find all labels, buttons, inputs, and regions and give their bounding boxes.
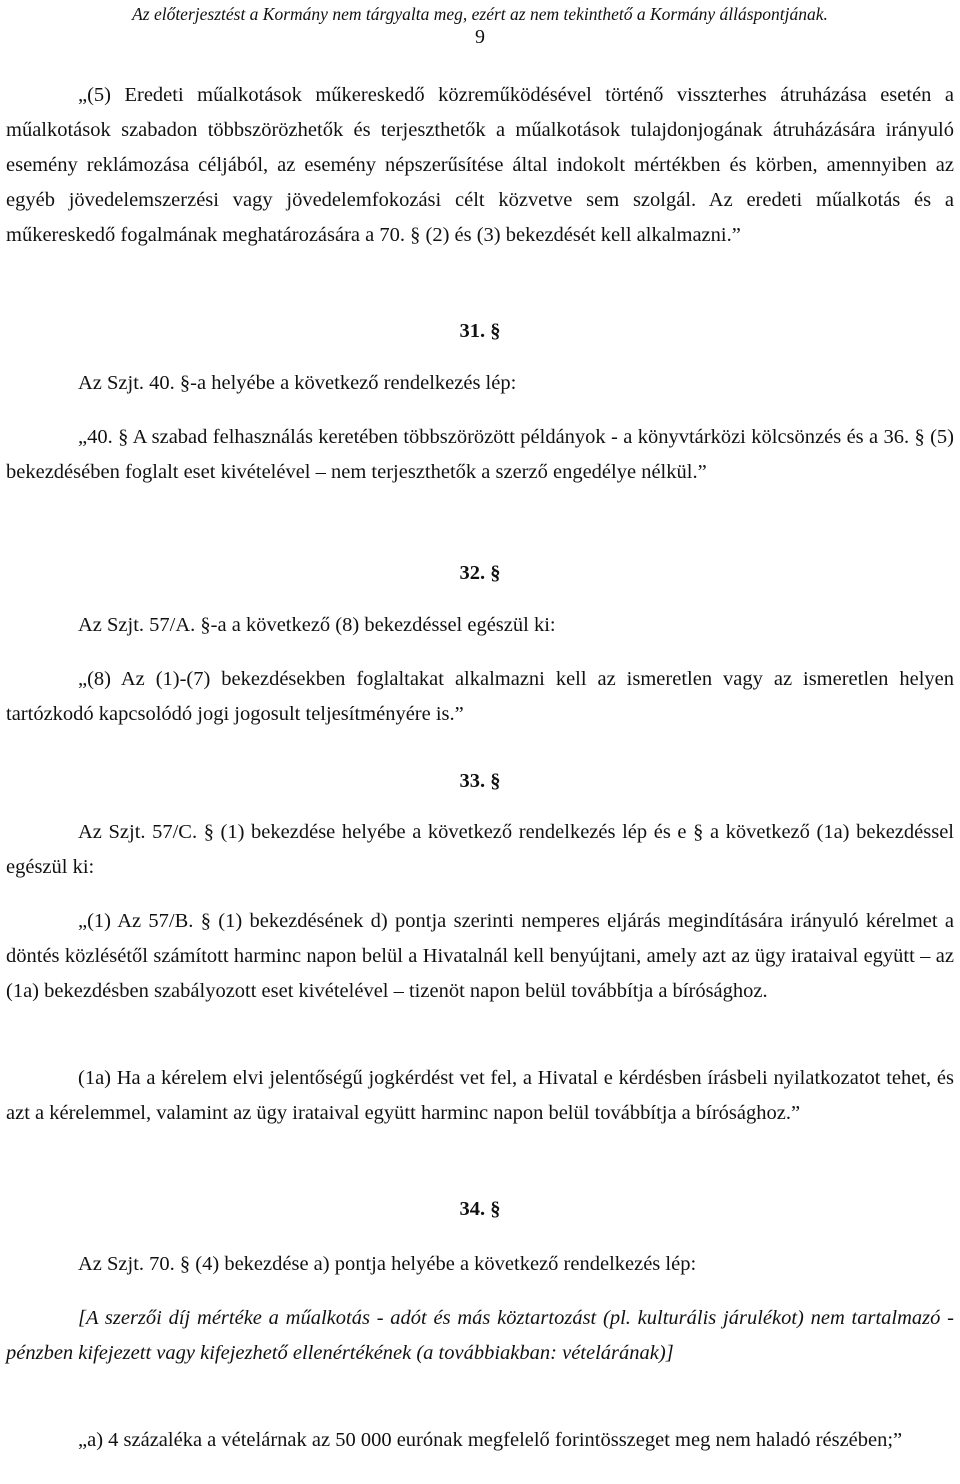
section-34-bracketed-context: [A szerzői díj mértéke a műalkotás - adót és más köztartozást (pl. kulturális járulékot) nem tartalmazó - pénzben kifejezett vagy kifejezhető ellenértékének (a továbbiakban: vételárának)] [6,1307,954,1364]
page-header-disclaimer: Az előterjesztést a Kormány nem tárgyalta meg, ezért az nem tekinthető a Kormány álláspontjának. [132,4,828,24]
section-33-paragraph-1: „(1) Az 57/B. § (1) bekezdésének d) pontja szerinti nemperes eljárás megindítására irányuló kérelmet a döntés közlésétől számított harminc napon belül a Hivatalnál kell benyújtani, amely azt az ügy irataival együtt – az (1a) bekezdésben szabályozott eset kivételével – tizenöt napon belül továbbítja a bírósághoz. [6,910,954,1002]
section-34-title: 34. § [459,1198,501,1220]
page-number: 9 [475,26,485,48]
section-34-point-a: „a) 4 százaléka a vételárnak az 50 000 eurónak megfelelő forintösszeget meg nem haladó részében;” [78,1429,903,1451]
section-32-intro: Az Szjt. 57/A. §-a a következő (8) bekezdéssel egészül ki: [78,614,556,636]
section-34-intro: Az Szjt. 70. § (4) bekezdése a) pontja helyébe a következő rendelkezés lép: [78,1253,697,1275]
section-32-text: „(8) Az (1)-(7) bekezdésekben foglaltakat alkalmazni kell az ismeretlen vagy az ismeretlen helyen tartózkodó kapcsolódó jogi jogosult teljesítményére is.” [6,668,954,725]
section-31-intro: Az Szjt. 40. §-a helyébe a következő rendelkezés lép: [78,372,517,394]
section-31-title: 31. § [459,320,501,342]
section-32-title: 32. § [459,562,501,584]
section-33-paragraph-1a: (1a) Ha a kérelem elvi jelentőségű jogkérdést vet fel, a Hivatal e kérdésben írásbeli nyilatkozatot tehet, és azt a kérelemmel, valamint az ügy irataival együtt harminc napon belül továbbítja a bírósághoz.” [6,1067,954,1124]
section-33-intro: Az Szjt. 57/C. § (1) bekezdése helyébe a következő rendelkezés lép és e § a következő (1a) bekezdéssel egészül ki: [6,821,954,878]
section-31-text: „40. § A szabad felhasználás keretében többszörözött példányok - a könyvtárközi kölcsönzés és a 36. § (5) bekezdésében foglalt eset kivételével – nem terjeszthetők a szerző engedélye nélkül.” [6,426,954,483]
paragraph-eredeti-mualkotasok: „(5) Eredeti műalkotások műkereskedő közreműködésével történő visszterhes átruházása esetén a műalkotások szabadon többszörözhetők és terjeszthetők a műalkotások tulajdonjogának átruházására irányuló esemény reklámozása céljából, az esemény népszerűsítése által indokolt mértékben és körben, amennyiben az egyéb jövedelemszerzési vagy jövedelemfokozási célt közvetve sem szolgál. Az eredeti műalkotás és a műkereskedő fogalmának meghatározására a 70. § (2) és (3) bekezdését kell alkalmazni.” [6,84,954,246]
section-33-title: 33. § [459,770,501,792]
